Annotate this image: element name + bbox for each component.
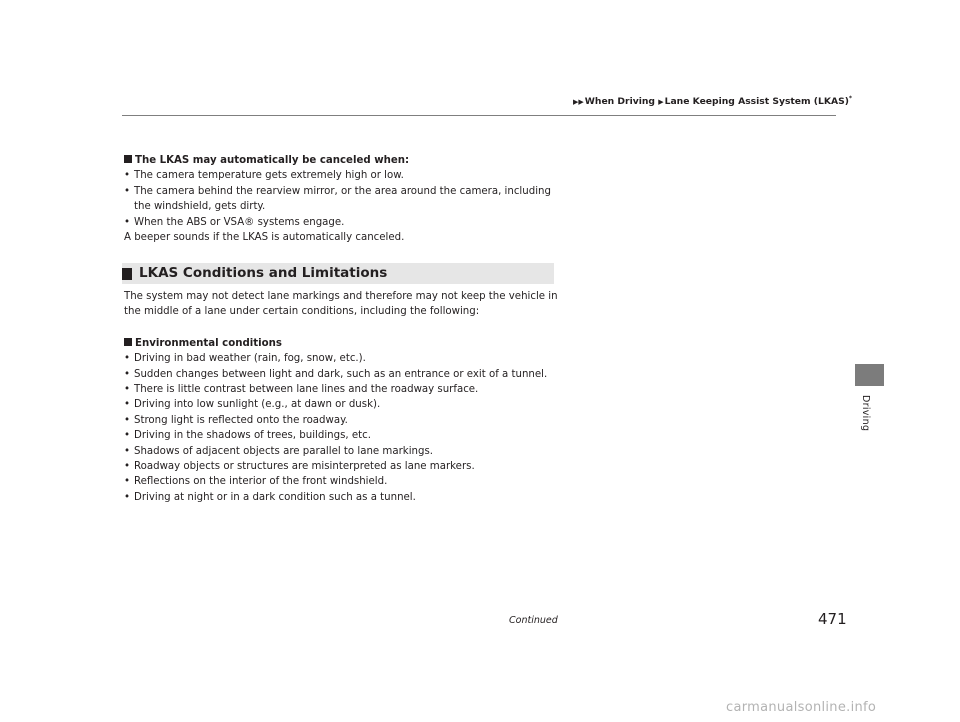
asterisk-mark: * bbox=[848, 95, 853, 102]
list-item: • Driving at night or in a dark condition such as a tunnel. bbox=[124, 490, 564, 505]
cancel-list bbox=[124, 168, 564, 230]
conditions-intro: The system may not detect lane markings and therefore may not keep the vehicle in the middle of a lane under certain conditions, including the following: bbox=[124, 291, 558, 318]
chapter-label: Driving bbox=[860, 395, 871, 432]
cancel-heading bbox=[124, 153, 564, 168]
list-item: • Driving into low sunlight (e.g., at dawn or dusk). bbox=[124, 397, 564, 412]
environmental-list bbox=[124, 351, 564, 505]
list-item: • Driving in the shadows of trees, buildings, etc. bbox=[124, 428, 564, 443]
section-title: LKAS Conditions and Limitations bbox=[139, 265, 388, 281]
square-bullet-icon bbox=[124, 155, 132, 163]
square-bullet-icon bbox=[122, 268, 132, 280]
list-item: • There is little contrast between lane lines and the roadway surface. bbox=[124, 382, 564, 397]
chapter-tab[interactable] bbox=[855, 364, 884, 386]
environmental-heading-text: Environmental conditions bbox=[135, 337, 282, 349]
section-header-bar bbox=[122, 263, 554, 284]
triangle-right-icon: ▶▶ bbox=[573, 98, 584, 107]
conditions-section bbox=[124, 289, 564, 505]
breadcrumb-item-when-driving[interactable]: When Driving bbox=[584, 96, 655, 108]
header-divider bbox=[122, 115, 836, 116]
watermark: carmanualsonline.info bbox=[726, 700, 877, 715]
breadcrumb-item-lkas[interactable]: Lane Keeping Assist System (LKAS) bbox=[664, 96, 849, 108]
square-bullet-icon bbox=[124, 338, 132, 346]
breadcrumb bbox=[573, 95, 852, 107]
list-item: • Reflections on the interior of the front windshield. bbox=[124, 474, 564, 489]
list-item: • When the ABS or VSA® systems engage. bbox=[124, 215, 564, 230]
page-number: 471 bbox=[818, 610, 847, 628]
list-item: • Shadows of adjacent objects are parallel to lane markings. bbox=[124, 444, 564, 459]
cancel-note: A beeper sounds if the LKAS is automatically canceled. bbox=[124, 232, 405, 244]
environmental-heading bbox=[124, 336, 564, 351]
list-item: • Driving in bad weather (rain, fog, snow, etc.). bbox=[124, 351, 564, 366]
list-item: • Sudden changes between light and dark, such as an entrance or exit of a tunnel. bbox=[124, 367, 564, 382]
list-item: • Strong light is reflected onto the roadway. bbox=[124, 413, 564, 428]
cancel-section bbox=[124, 153, 564, 245]
list-item: • Roadway objects or structures are misinterpreted as lane markers. bbox=[124, 459, 564, 474]
triangle-right-icon: ▶ bbox=[658, 98, 664, 107]
list-item: • The camera temperature gets extremely high or low. bbox=[124, 168, 564, 183]
cancel-heading-text: The LKAS may automatically be canceled when: bbox=[135, 155, 410, 166]
list-item: • The camera behind the rearview mirror, or the area around the camera, including the windshield, gets dirty. bbox=[124, 184, 564, 215]
continued-label: Continued bbox=[509, 615, 558, 626]
